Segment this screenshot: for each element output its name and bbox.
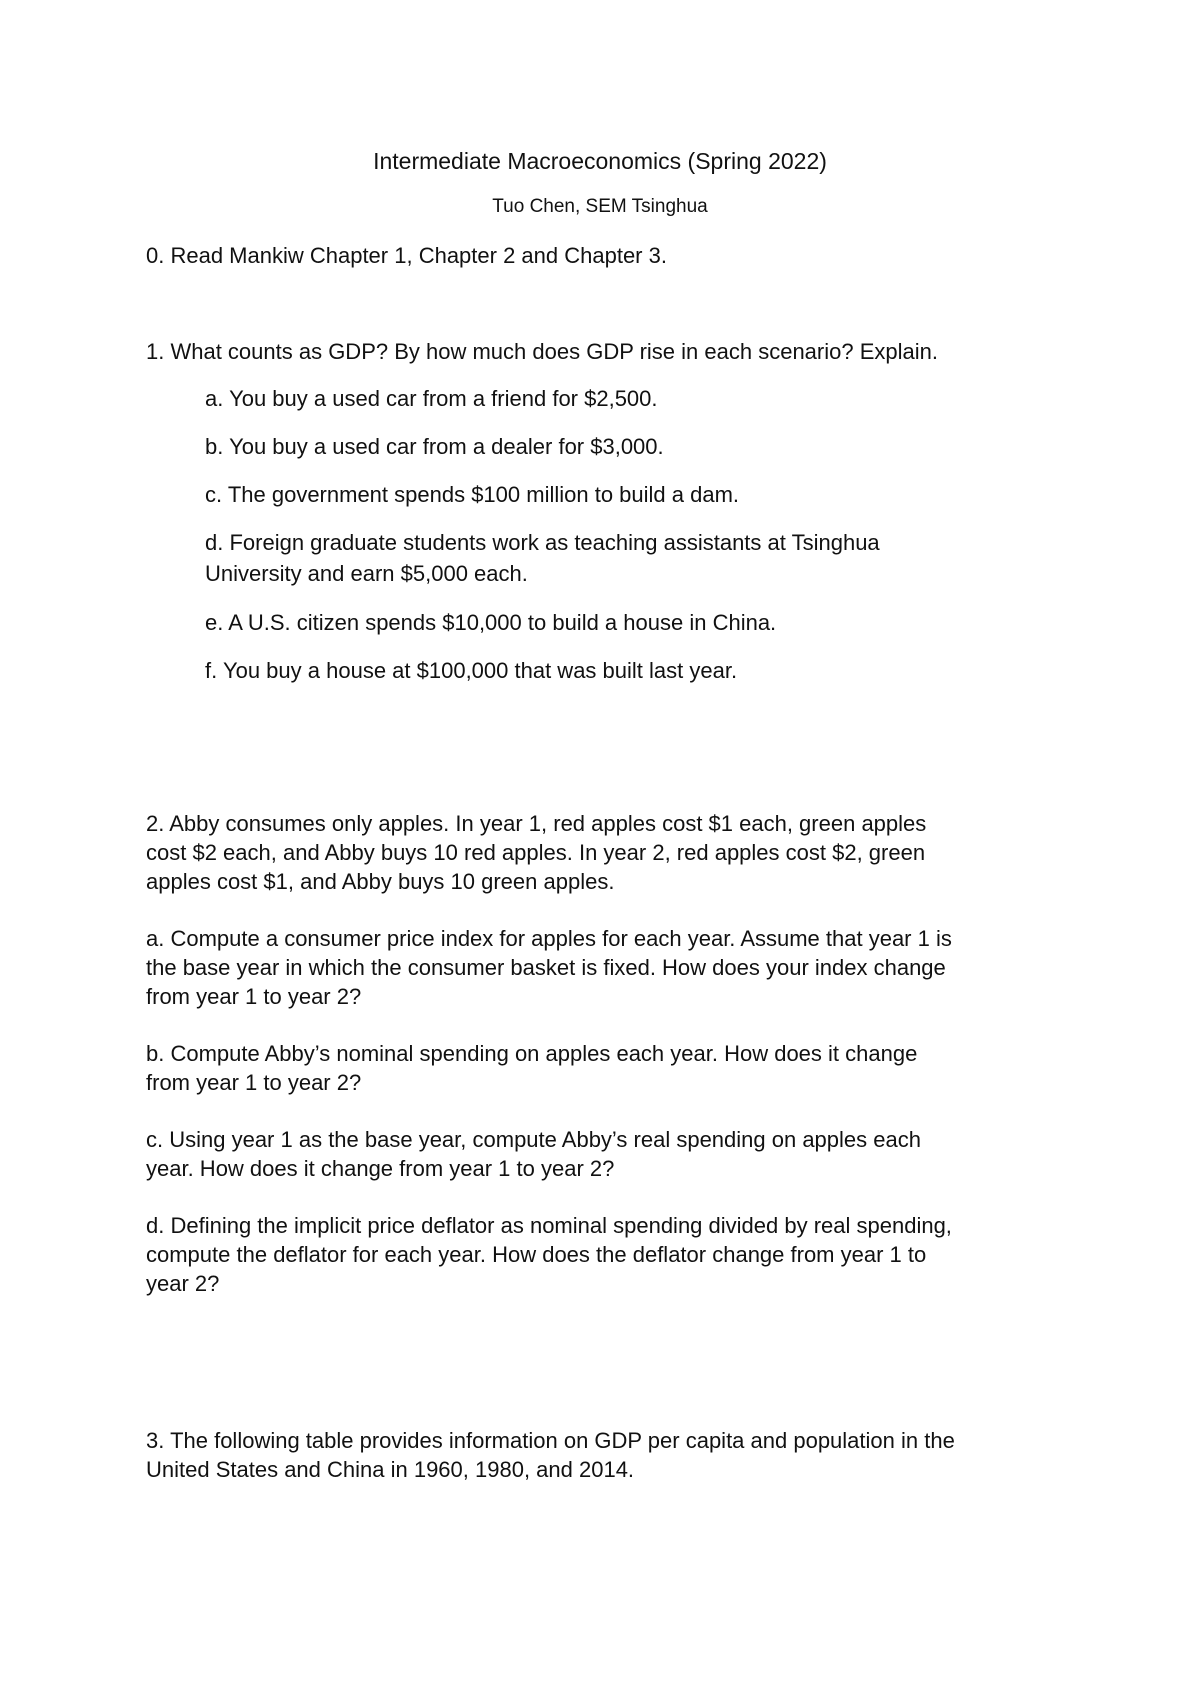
- question-1-item-b: b. You buy a used car from a dealer for $3,000.: [205, 434, 664, 459]
- document-author: Tuo Chen, SEM Tsinghua: [492, 196, 708, 217]
- question-2-part-b-line-2: from year 1 to year 2?: [146, 1070, 362, 1095]
- question-2-intro-line-3: apples cost $1, and Abby buys 10 green apples.: [146, 869, 615, 894]
- question-2-intro-line-1: 2. Abby consumes only apples. In year 1, red apples cost $1 each, green apples: [146, 811, 927, 836]
- question-2-part-b-line-1: b. Compute Abby’s nominal spending on apples each year. How does it change: [146, 1041, 918, 1066]
- question-3-line-2: United States and China in 1960, 1980, and 2014.: [146, 1457, 635, 1482]
- question-1-item-d: d. Foreign graduate students work as teaching assistants at Tsinghua: [205, 530, 880, 555]
- question-2-part-c-line-1: c. Using year 1 as the base year, compute Abby’s real spending on apples each: [146, 1127, 921, 1152]
- question-1-item-c: c. The government spends $100 million to build a dam.: [205, 482, 740, 507]
- question-2-part-a-line-1: a. Compute a consumer price index for apples for each year. Assume that year 1 is: [146, 926, 952, 951]
- question-1-item-e: e. A U.S. citizen spends $10,000 to build a house in China.: [205, 610, 777, 635]
- question-1-item-a: a. You buy a used car from a friend for $2,500.: [205, 386, 658, 411]
- question-1-item-f: f. You buy a house at $100,000 that was built last year.: [205, 658, 738, 683]
- question-1-prompt: 1. What counts as GDP? By how much does GDP rise in each scenario? Explain.: [146, 339, 938, 364]
- question-0: 0. Read Mankiw Chapter 1, Chapter 2 and Chapter 3.: [146, 243, 667, 268]
- question-2-part-a-line-2: the base year in which the consumer basket is fixed. How does your index change: [146, 955, 946, 980]
- document-title: Intermediate Macroeconomics (Spring 2022): [373, 148, 827, 174]
- question-2-part-a-line-3: from year 1 to year 2?: [146, 984, 362, 1009]
- question-2-part-c-line-2: year. How does it change from year 1 to year 2?: [146, 1156, 615, 1181]
- question-2-part-d-line-1: d. Defining the implicit price deflator as nominal spending divided by real spending,: [146, 1213, 952, 1238]
- question-3-line-1: 3. The following table provides information on GDP per capita and population in the: [146, 1428, 955, 1453]
- question-1-item-d-cont: University and earn $5,000 each.: [205, 561, 528, 586]
- question-2-part-d-line-3: year 2?: [146, 1271, 220, 1296]
- question-2-part-d-line-2: compute the deflator for each year. How does the deflator change from year 1 to: [146, 1242, 927, 1267]
- question-2-intro-line-2: cost $2 each, and Abby buys 10 red apples. In year 2, red apples cost $2, green: [146, 840, 926, 865]
